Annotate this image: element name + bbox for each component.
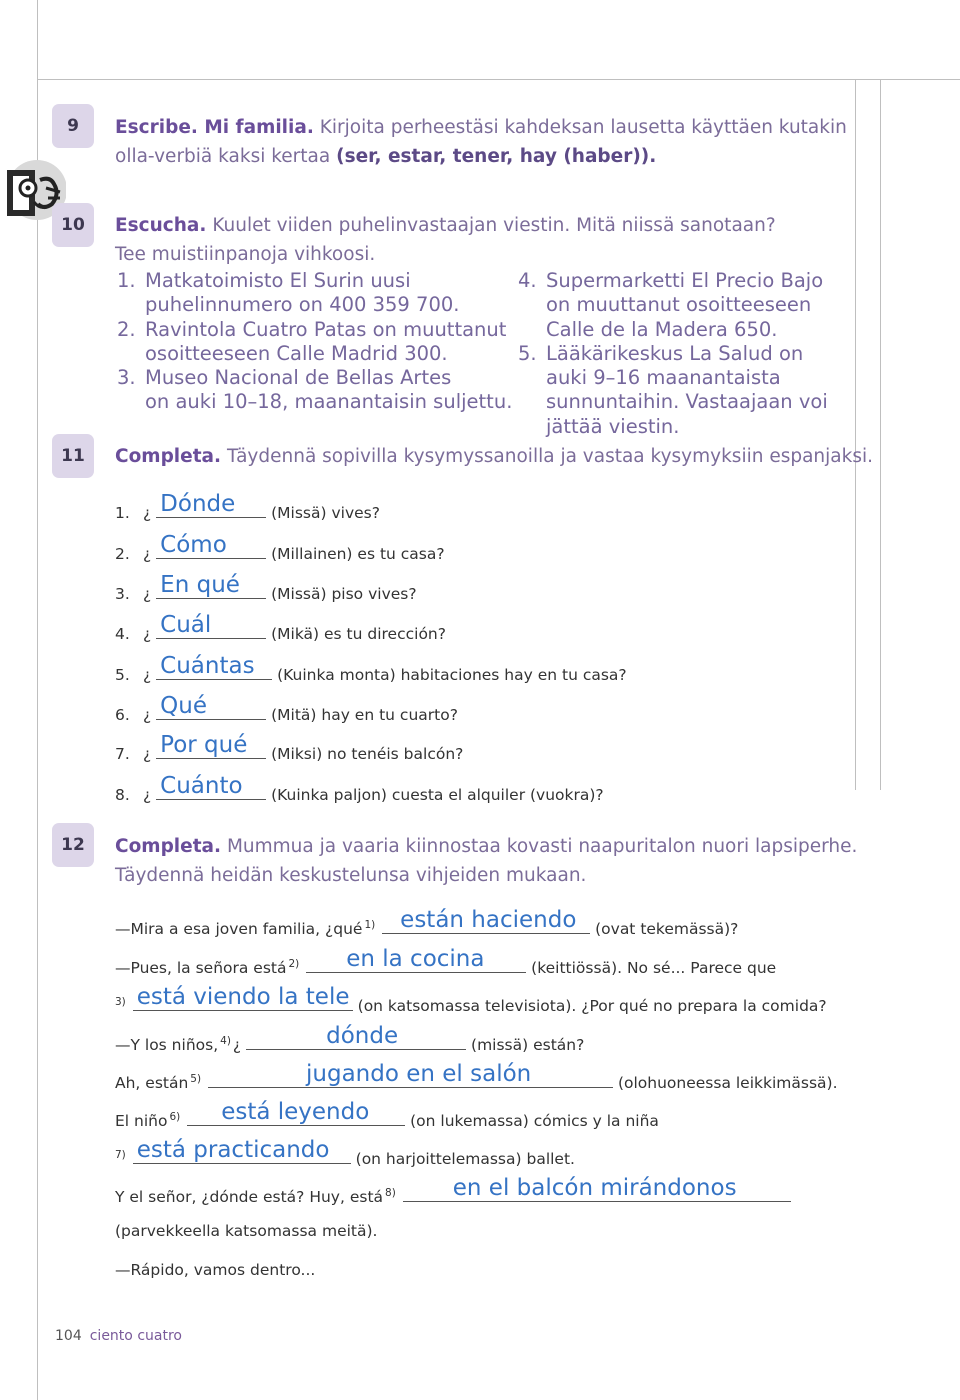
- answer-text: Cómo: [160, 532, 227, 558]
- top-frame-line: [37, 79, 960, 80]
- list-item: 1. Matkatoimisto El Surin uusi puhelinnumero on 400 359 700.: [117, 269, 460, 317]
- verbs-list: (ser, estar, tener, hay (haber)).: [336, 146, 657, 167]
- answer-blank[interactable]: [403, 1175, 791, 1202]
- list-item: 5. Lääkärikeskus La Salud on auki 9–16 maanantaista sunnuntaihin. Vastaajaan voi jättää viestin.: [518, 341, 828, 438]
- question-row: 5. ¿ Cuántas (Kuinka monta) habitaciones hay en tu casa?: [115, 653, 627, 684]
- instruction-text: Kuulet viiden puhelinvastaajan viestin. Mitä niissä sanotaan?: [206, 215, 776, 236]
- exercise-number: 10: [52, 203, 94, 247]
- answer-text: Cuánto: [160, 773, 243, 799]
- question-row: 8. ¿ Cuánto (Kuinka paljon) cuesta el alquiler (vuokra)?: [115, 773, 604, 804]
- answer-blank[interactable]: [156, 732, 266, 759]
- answer-blank[interactable]: [246, 1023, 466, 1050]
- answer-blank[interactable]: [156, 572, 266, 599]
- answer-text: en el balcón mirándonos: [452, 1175, 737, 1201]
- exercise-10-instructions: [115, 211, 776, 269]
- exercise-9-instructions: [115, 113, 847, 171]
- exercise-number: 11: [52, 434, 94, 478]
- exercise-11-instructions: [115, 442, 873, 471]
- exercise-title: Escucha.: [115, 215, 207, 236]
- answer-text: Qué: [160, 693, 208, 719]
- answer-text: En qué: [160, 572, 240, 598]
- answer-blank[interactable]: [306, 946, 526, 973]
- messages-list-right: [518, 269, 828, 439]
- answer-blank[interactable]: [133, 1137, 351, 1164]
- dialogue-line: —Y los niños, $^{4)}$ ¿ dónde (missä) están?: [115, 1023, 585, 1054]
- dialogue-line: $^{3)}$ está viendo la tele (on katsomassa televisiota). ¿Por qué no prepara la comida?: [115, 984, 827, 1015]
- question-row: 4. ¿ Cuál (Mikä) es tu dirección?: [115, 612, 446, 643]
- answer-text: jugando en el salón: [306, 1061, 532, 1087]
- answer-text: Dónde: [160, 491, 236, 517]
- dialogue-line: —Pues, la señora está $^{2)}$ en la cocina (keittiössä). No sé... Parece que: [115, 946, 777, 977]
- right-frame-line-2: [880, 79, 881, 790]
- dialogue-line: (parvekkeella katsomassa meitä).: [115, 1222, 378, 1240]
- instruction-text: olla-verbiä kaksi kertaa: [115, 146, 337, 167]
- answer-blank[interactable]: [187, 1099, 405, 1126]
- messages-list-left: [117, 269, 512, 415]
- page-number-words: ciento cuatro: [89, 1328, 182, 1344]
- answer-blank[interactable]: [156, 773, 266, 800]
- dialogue-line: $^{7)}$ está practicando (on harjoittelemassa) ballet.: [115, 1137, 575, 1168]
- exercise-number: 12: [52, 823, 94, 867]
- instruction-text: Täydennä sopivilla kysymyssanoilla ja vastaa kysymyksiin espanjaksi.: [221, 446, 873, 467]
- answer-blank[interactable]: [133, 984, 353, 1011]
- exercise-12-instructions: [115, 832, 857, 890]
- answer-text: Cuál: [160, 612, 212, 638]
- dialogue-line: —Mira a esa joven familia, ¿qué $^{1)}$ están haciendo (ovat tekemässä)?: [115, 907, 739, 938]
- instruction-text: Kirjoita perheestäsi kahdeksan lausetta käyttäen kutakin: [313, 117, 847, 138]
- answer-text: están haciendo: [400, 907, 577, 933]
- answer-text: Cuántas: [160, 653, 255, 679]
- answer-blank[interactable]: [156, 612, 266, 639]
- question-row: 1. ¿ Dónde (Missä) vives?: [115, 491, 380, 522]
- right-frame-line: [855, 79, 856, 790]
- exercise-title: Completa.: [115, 446, 222, 467]
- answer-text: está leyendo: [221, 1099, 370, 1125]
- exercise-title: Escribe. Mi familia.: [115, 117, 314, 138]
- answer-blank[interactable]: [156, 653, 272, 680]
- answer-text: está viendo la tele: [136, 984, 350, 1010]
- answer-text: en la cocina: [346, 946, 485, 972]
- answer-blank[interactable]: [156, 693, 266, 720]
- page-number: 104: [55, 1328, 82, 1344]
- answer-text: Por qué: [160, 732, 248, 758]
- exercise-title: Completa.: [115, 836, 222, 857]
- question-row: 2. ¿ Cómo (Millainen) es tu casa?: [115, 532, 445, 563]
- page-footer: [55, 1328, 182, 1344]
- answer-text: está practicando: [136, 1137, 330, 1163]
- list-item: 4. Supermarketti El Precio Bajo on muuttanut osoitteeseen Calle de la Madera 650.: [518, 269, 824, 341]
- exercise-number: 9: [52, 104, 94, 148]
- dialogue-line: El niño $^{6)}$ está leyendo (on lukemassa) cómics y la niña: [115, 1099, 659, 1130]
- answer-blank[interactable]: [382, 907, 590, 934]
- answer-blank[interactable]: [156, 532, 266, 559]
- list-item: 2. Ravintola Cuatro Patas on muuttanut osoitteeseen Calle Madrid 300.: [117, 317, 507, 365]
- dialogue-line: —Rápido, vamos dentro...: [115, 1261, 316, 1279]
- question-row: 7. ¿ Por qué (Miksi) no tenéis balcón?: [115, 732, 464, 763]
- answer-blank[interactable]: [208, 1061, 613, 1088]
- dialogue-line: Y el señor, ¿dónde está? Huy, está $^{8)}$ en el balcón mirándonos: [115, 1183, 791, 1206]
- answer-blank[interactable]: [156, 491, 266, 518]
- dialogue-line: Ah, están $^{5)}$ jugando en el salón (olohuoneessa leikkimässä).: [115, 1061, 838, 1092]
- question-row: 3. ¿ En qué (Missä) piso vives?: [115, 572, 417, 603]
- answer-text: dónde: [326, 1023, 399, 1049]
- instruction-text: Tee muistiinpanoja vihkoosi.: [115, 244, 376, 265]
- instruction-text: Mummua ja vaaria kiinnostaa kovasti naapuritalon nuori lapsiperhe.: [221, 836, 858, 857]
- question-row: 6. ¿ Qué (Mitä) hay en tu cuarto?: [115, 693, 458, 724]
- instruction-text: Täydennä heidän keskustelunsa vihjeiden mukaan.: [115, 865, 587, 886]
- list-item: 3. Museo Nacional de Bellas Artes on auki 10–18, maanantaisin suljettu.: [117, 366, 513, 414]
